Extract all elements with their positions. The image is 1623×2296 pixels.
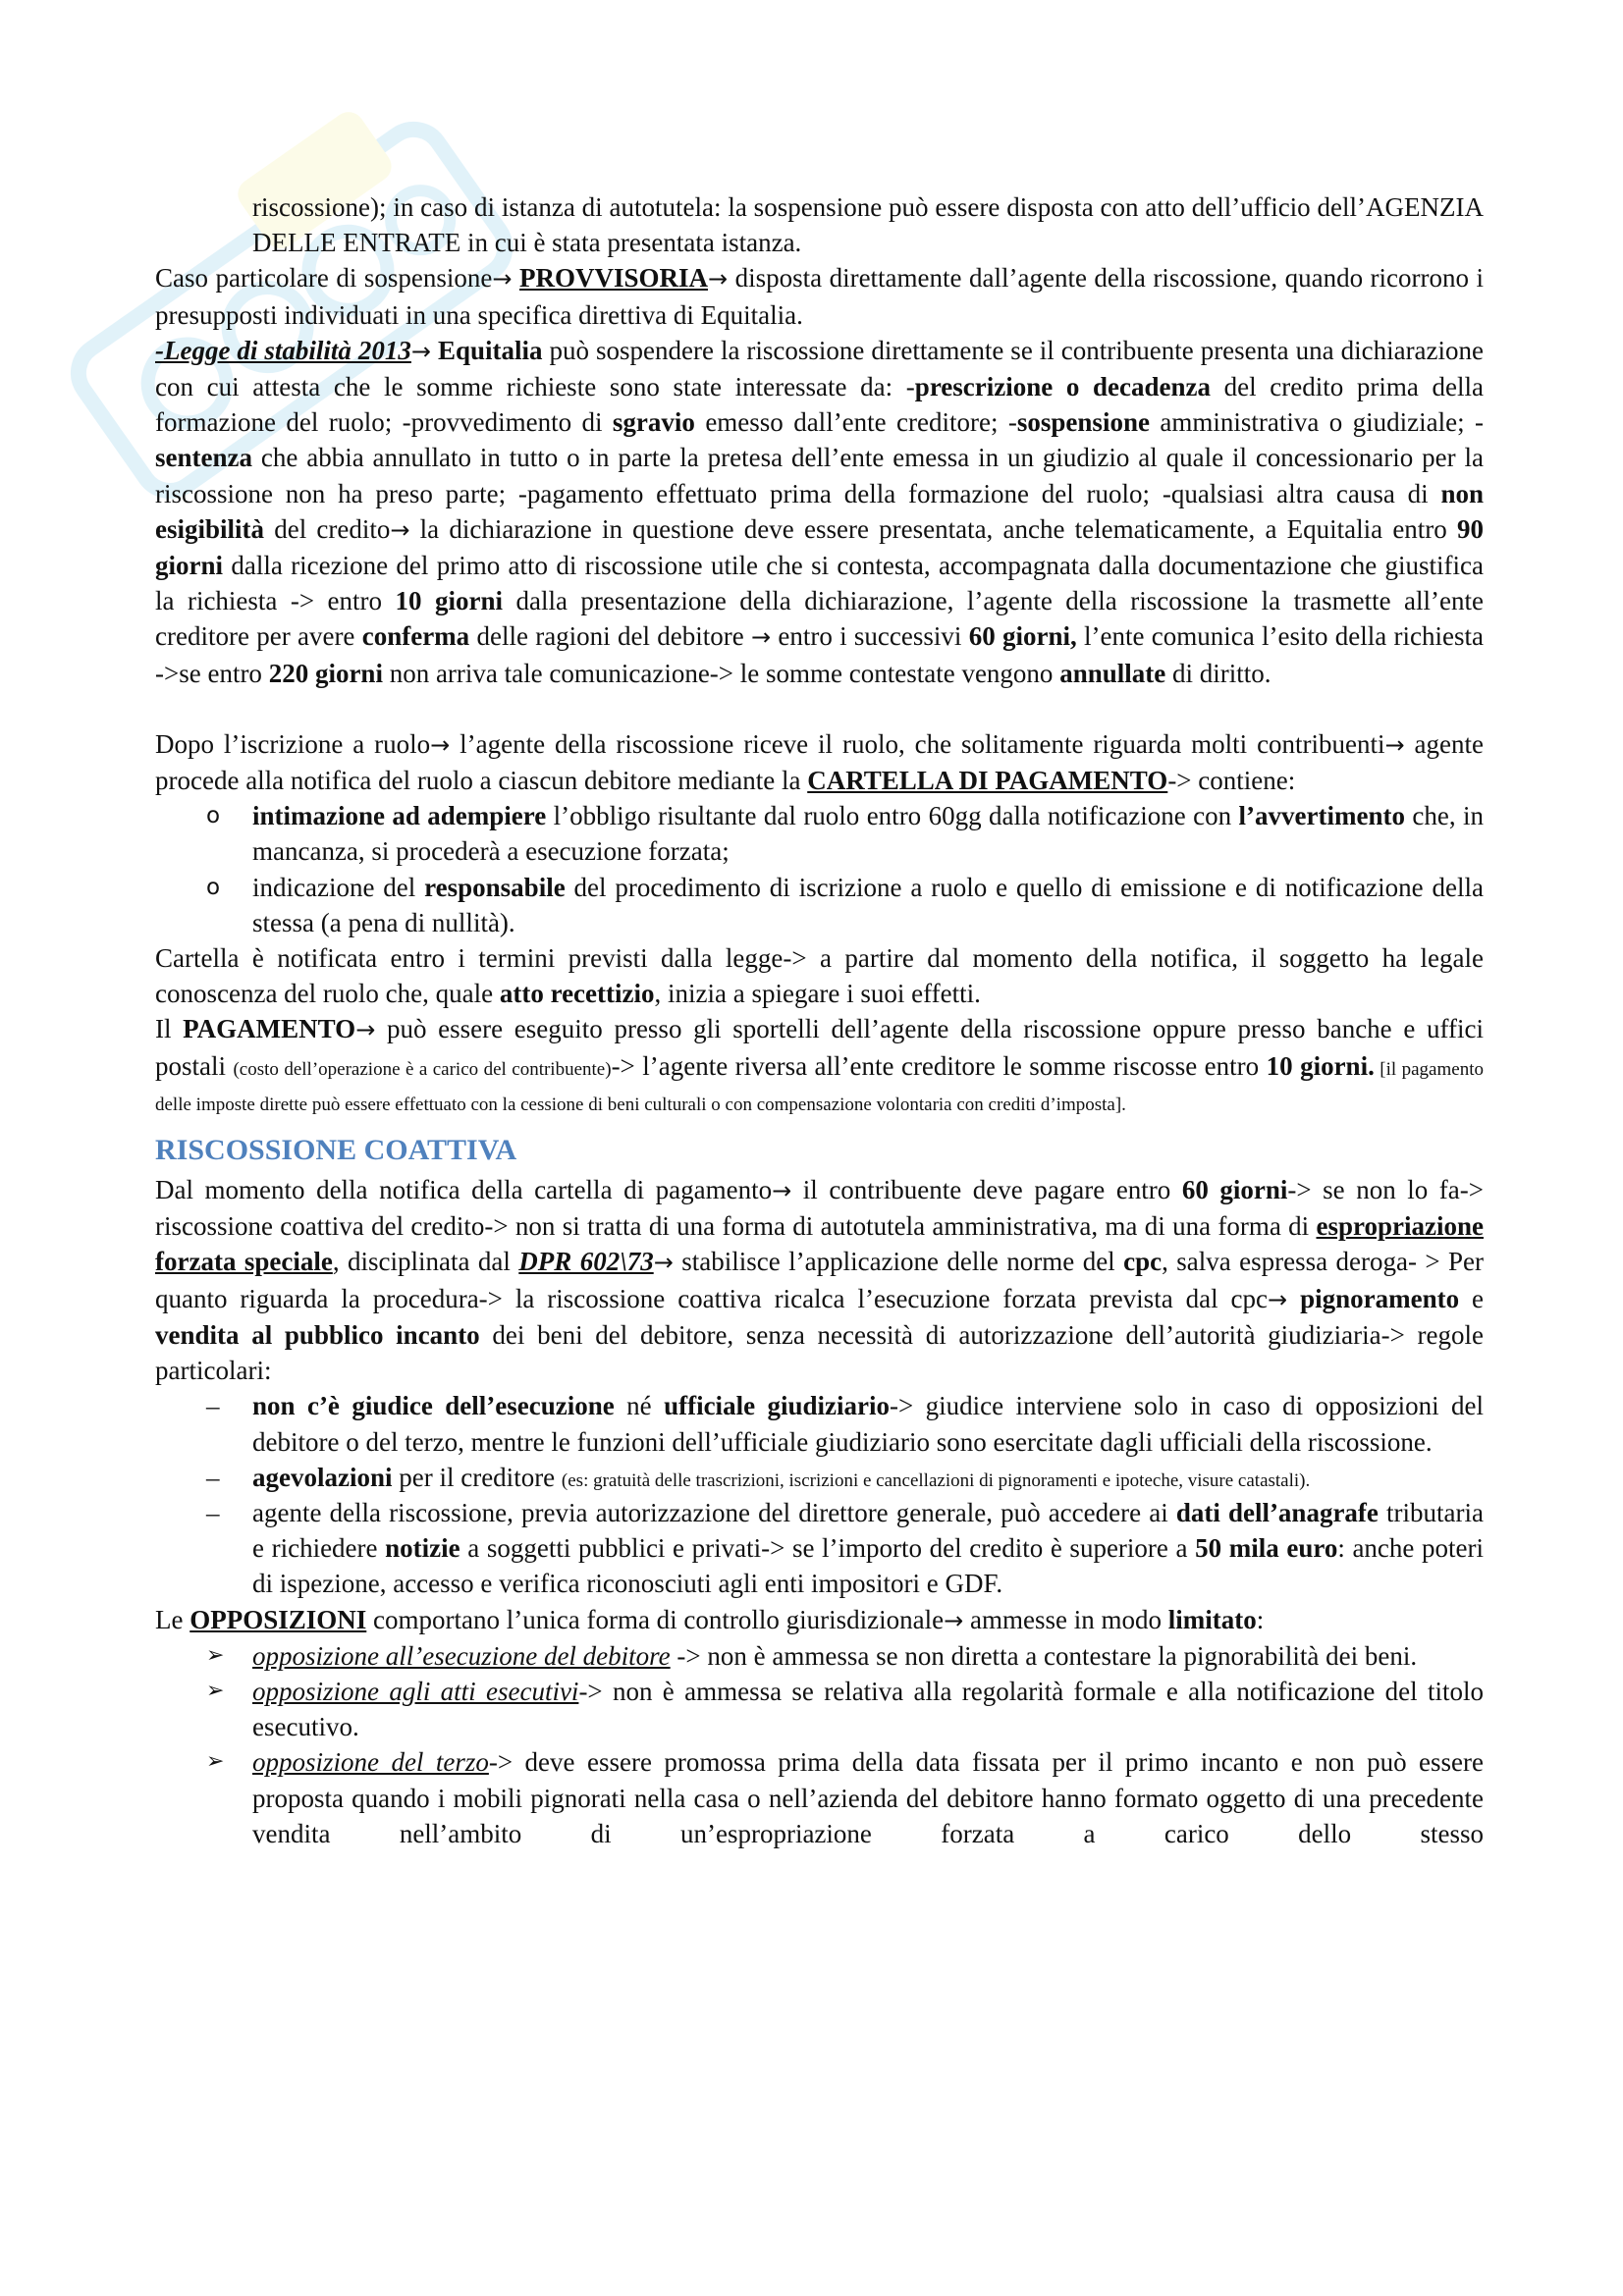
regole-particolari-list bbox=[155, 1388, 1484, 1601]
text-run: annullate bbox=[1059, 658, 1166, 688]
text-run: , salva espressa deroga- > Per quanto riguarda la procedura-> la riscossione coattiva ricalca l’esecuzione forzata prevista dal cpc bbox=[155, 1247, 1484, 1313]
text-run: comportano l’unica forma di controllo giurisdizionale bbox=[366, 1604, 945, 1634]
text-run: -Legge di stabilità 2013 bbox=[155, 335, 411, 365]
text-run: amministrativa o giudiziale; - bbox=[1149, 407, 1484, 438]
text-run: 10 giorni. bbox=[1266, 1050, 1375, 1081]
text-run: sgravio bbox=[612, 407, 695, 438]
text-run: opposizione del terzo bbox=[252, 1747, 489, 1778]
list-item bbox=[155, 870, 1484, 940]
text-run: DPR 602\73 bbox=[518, 1247, 654, 1277]
text-run: -> non è ammessa se relativa alla regolarità formale e alla notificazione del titolo esecutivo. bbox=[252, 1676, 1484, 1742]
text-run: l’ente comunica l’esito della richiesta ->se entro bbox=[155, 621, 1484, 688]
bullet-arrow-icon: ➢ bbox=[206, 1749, 225, 1775]
list-item bbox=[155, 798, 1484, 869]
text-run: il contribuente deve pagare entro bbox=[791, 1175, 1182, 1205]
text-run: entro i successivi bbox=[771, 621, 969, 652]
text-run: 60 giorni bbox=[1181, 1175, 1288, 1205]
text-run: l’obbligo risultante dal ruolo entro 60gg dalla notificazione con bbox=[546, 801, 1239, 831]
text-run: Dal momento della notifica della cartella di pagamento bbox=[155, 1175, 773, 1205]
text-run: dati dell’anagrafe bbox=[1175, 1497, 1379, 1527]
bullet-o-icon: o bbox=[206, 874, 221, 900]
text-run: del credito bbox=[264, 513, 391, 544]
text-run: (costo dell’operazione è a carico del contribuente) bbox=[233, 1058, 612, 1080]
text-run: che abbia annullato in tutto o in parte la pretesa dell’ente emessa in un giudizio al quale il concessionario per la riscossione non ha preso parte; -pagamento effettuato prima della formazione del ruolo; -qualsiasi altra causa di bbox=[155, 443, 1484, 508]
text-run: -> l’agente riversa all’ente creditore le somme riscosse entro bbox=[611, 1050, 1267, 1081]
spacer bbox=[155, 691, 1484, 726]
bullet-dash-icon: – bbox=[206, 1497, 220, 1527]
text-run: Le bbox=[155, 1604, 190, 1634]
text-run: disposta direttamente dall’agente della riscossione, quando ricorrono i presupposti individuati in una specifica direttiva di Equitalia. bbox=[155, 263, 1484, 330]
text-run: agente procede alla notifica del ruolo a ciascun debitore mediante la bbox=[155, 728, 1485, 796]
text-run: non c’è giudice dell’esecuzione bbox=[252, 1391, 615, 1421]
section-heading: RISCOSSIONE COATTIVA bbox=[155, 1134, 517, 1167]
text-run: di diritto. bbox=[1165, 658, 1271, 688]
text-run: cpc bbox=[1123, 1247, 1163, 1277]
arrow-icon: → bbox=[492, 265, 513, 294]
text-run: -> deve essere promossa prima della data fissata per il primo incanto e non può essere proposta quando i mobili pignorati nella casa o nell’azienda del debitore hanno formato oggetto di una precedente vendita nell’ambito di un’espropriazione forzata a carico dello stesso bbox=[252, 1747, 1484, 1848]
paragraph-opposizioni bbox=[155, 1602, 1484, 1638]
text-run: , inizia a spiegare i suoi effetti. bbox=[654, 979, 981, 1009]
text-run: responsabile bbox=[424, 872, 566, 902]
arrow-icon: → bbox=[1384, 730, 1405, 759]
list-item bbox=[155, 1638, 1484, 1674]
text-run: : anche poteri di ispezione, accesso e verifica riconosciuti agli enti impositori e GDF. bbox=[252, 1533, 1484, 1599]
text-run: emesso dall’ente creditore; - bbox=[694, 407, 1017, 438]
text-run: Cartella è notificata entro i termini previsti dalla legge-> a partire dal momento della notifica, il soggetto ha legale conoscenza del ruolo che, quale bbox=[155, 943, 1484, 1009]
paragraph-pagamento bbox=[155, 1011, 1484, 1119]
text-run: tributaria e richiedere bbox=[252, 1497, 1484, 1564]
text-run: CARTELLA DI PAGAMENTO bbox=[807, 766, 1168, 796]
bullet-dash-icon: – bbox=[206, 1391, 220, 1421]
bullet-arrow-icon: ➢ bbox=[206, 1642, 225, 1668]
paragraph-iscrizione-ruolo bbox=[155, 726, 1484, 798]
text-run: -> giudice interviene solo in caso di opposizioni del debitore o del terzo, mentre le funzioni dell’ufficiale giudiziario sono esercitate dagli ufficiali della riscossione. bbox=[252, 1391, 1484, 1457]
text-run: 60 giorni, bbox=[968, 621, 1077, 652]
text-run: -> se non lo fa-> riscossione coattiva del credito-> non si tratta di una forma di autotutela amministrativa, ma di una forma di bbox=[155, 1175, 1485, 1242]
text-run: per il creditore bbox=[392, 1462, 562, 1492]
arrow-icon: → bbox=[750, 623, 772, 652]
arrow-icon: → bbox=[355, 1016, 376, 1044]
text-run: PROVVISORIA bbox=[518, 263, 708, 294]
text-run: dei beni del debitore, senza necessità di autorizzazione dell’autorità giudiziaria-> regole particolari: bbox=[155, 1319, 1484, 1386]
text-run: non esigibilità bbox=[155, 478, 1484, 544]
paragraph-autotutela bbox=[155, 189, 1484, 260]
text-run: e bbox=[1459, 1283, 1485, 1313]
text-run: può sospendere la riscossione direttamente se il contribuente presenta una dichiarazione con cui attesta che le somme richieste sono state interessate da: - bbox=[155, 335, 1485, 402]
text-run: del procedimento di iscrizione a ruolo e quello di emissione e di notificazione della stessa (a pena di nullità). bbox=[252, 872, 1484, 937]
text-run: -> contiene: bbox=[1167, 766, 1296, 796]
list-item bbox=[155, 1388, 1484, 1459]
text-run: [il pagamento delle imposte dirette può essere effettuato con la cessione di beni culturali o con compensazione volontaria con crediti d’imposta]. bbox=[155, 1058, 1484, 1115]
text-run: ufficiale giudiziario bbox=[664, 1391, 890, 1421]
text-run: né bbox=[614, 1391, 665, 1421]
text-run: pignoramento bbox=[1300, 1283, 1460, 1313]
text-run: espropriazione forzata speciale bbox=[155, 1211, 1484, 1277]
text-run: , disciplinata dal bbox=[332, 1247, 519, 1277]
list-item bbox=[155, 1495, 1484, 1602]
text-run: conferma bbox=[361, 621, 470, 652]
arrow-icon: → bbox=[430, 730, 451, 759]
text-run: PAGAMENTO bbox=[183, 1014, 356, 1044]
document-body bbox=[155, 189, 1484, 1851]
arrow-icon: → bbox=[944, 1606, 964, 1634]
text-run: 90 giorni bbox=[155, 513, 1484, 581]
text-run: intimazione ad adempiere bbox=[252, 801, 547, 831]
text-run: opposizione agli atti esecutivi bbox=[252, 1676, 579, 1706]
text-run: Dopo l’iscrizione a ruolo bbox=[155, 728, 431, 759]
text-run: che, in mancanza, si procederà a esecuzione forzata; bbox=[252, 801, 1484, 867]
bullet-o-icon: o bbox=[206, 803, 221, 829]
text-run: OPPOSIZIONI bbox=[189, 1604, 367, 1634]
cartella-contents-list bbox=[155, 798, 1484, 940]
text-run: l’avvertimento bbox=[1238, 801, 1405, 831]
text-run: sentenza bbox=[155, 443, 252, 473]
text-run: opposizione all’esecuzione del debitore bbox=[252, 1640, 671, 1671]
text-run: ammesse in modo bbox=[963, 1604, 1168, 1634]
arrow-icon: → bbox=[410, 337, 432, 365]
arrow-icon: → bbox=[708, 265, 729, 294]
text-run: dalla ricezione del primo atto di riscossione utile che si contesta, accompagnata dalla documentazione che giustifica la richiesta -> entro bbox=[155, 551, 1484, 616]
arrow-icon: → bbox=[390, 515, 410, 544]
text-run: agevolazioni bbox=[252, 1462, 393, 1492]
text-run: sospensione bbox=[1016, 407, 1150, 438]
text-run: Caso particolare di sospensione bbox=[155, 263, 493, 294]
opposizioni-list bbox=[155, 1638, 1484, 1851]
text-run: l’agente della riscossione riceve il ruolo, che solitamente riguarda molti contribuenti bbox=[450, 728, 1385, 759]
paragraph-notifica-cartella bbox=[155, 940, 1484, 1011]
text-run: notizie bbox=[385, 1533, 460, 1564]
text-run: limitato bbox=[1167, 1604, 1257, 1634]
text-run: Il bbox=[155, 1014, 184, 1044]
text-run: (es: gratuità delle trascrizioni, iscrizioni e cancellazioni di pignoramenti e ipoteche, visure catastali). bbox=[561, 1469, 1311, 1491]
text-run: agente della riscossione, previa autorizzazione del direttore generale, può accedere ai bbox=[252, 1497, 1176, 1527]
text-run: a soggetti pubblici e privati-> se l’importo del credito è superiore a bbox=[460, 1533, 1196, 1564]
text-run: 10 giorni bbox=[395, 586, 503, 616]
bullet-dash-icon: – bbox=[206, 1462, 220, 1492]
text-run: vendita al pubblico incanto bbox=[155, 1319, 480, 1350]
paragraph-legge-stabilita bbox=[155, 333, 1484, 691]
text-run: non arriva tale comunicazione-> le somme contestate vengono bbox=[382, 658, 1060, 688]
text-run: del credito prima della formazione del ruolo; -provvedimento di bbox=[155, 372, 1484, 438]
text-run: delle ragioni del debitore bbox=[469, 621, 751, 652]
arrow-icon: → bbox=[772, 1177, 792, 1205]
paragraph-riscossione-coattiva bbox=[155, 1172, 1484, 1388]
list-item bbox=[155, 1460, 1484, 1495]
text-run: la dichiarazione in questione deve essere presentata, anche telematicamente, a Equitalia entro bbox=[409, 513, 1457, 544]
text-run: riscossione); in caso di istanza di autotutela: la sospensione può essere disposta con atto dell’ufficio dell’AGENZIA DELLE ENTRATE in cui è stata presentata istanza. bbox=[252, 192, 1484, 258]
paragraph-sospensione-provvisoria bbox=[155, 260, 1484, 332]
text-run: indicazione del bbox=[252, 872, 425, 902]
text-run: : bbox=[1256, 1604, 1265, 1634]
text-run: Equitalia bbox=[438, 335, 543, 365]
text-run: 220 giorni bbox=[268, 658, 383, 688]
bullet-arrow-icon: ➢ bbox=[206, 1678, 225, 1703]
list-item bbox=[155, 1674, 1484, 1744]
text-run: 50 mila euro bbox=[1195, 1533, 1338, 1564]
arrow-icon: → bbox=[1268, 1285, 1288, 1313]
text-run: dalla presentazione della dichiarazione, l’agente della riscossione la trasmette all’ente creditore per avere bbox=[155, 586, 1484, 652]
text-run: può essere eseguito presso gli sportelli dell’agente della riscossione oppure presso banche e uffici postali bbox=[155, 1014, 1484, 1081]
arrow-icon: → bbox=[653, 1249, 674, 1277]
text-run: -> non è ammessa se non diretta a contestare la pignorabilità dei beni. bbox=[670, 1640, 1418, 1671]
text-run: stabilisce l’applicazione delle norme del bbox=[673, 1247, 1124, 1277]
text-run: atto recettizio bbox=[499, 979, 655, 1009]
list-item bbox=[155, 1744, 1484, 1851]
text-run: prescrizione o decadenza bbox=[914, 372, 1212, 402]
